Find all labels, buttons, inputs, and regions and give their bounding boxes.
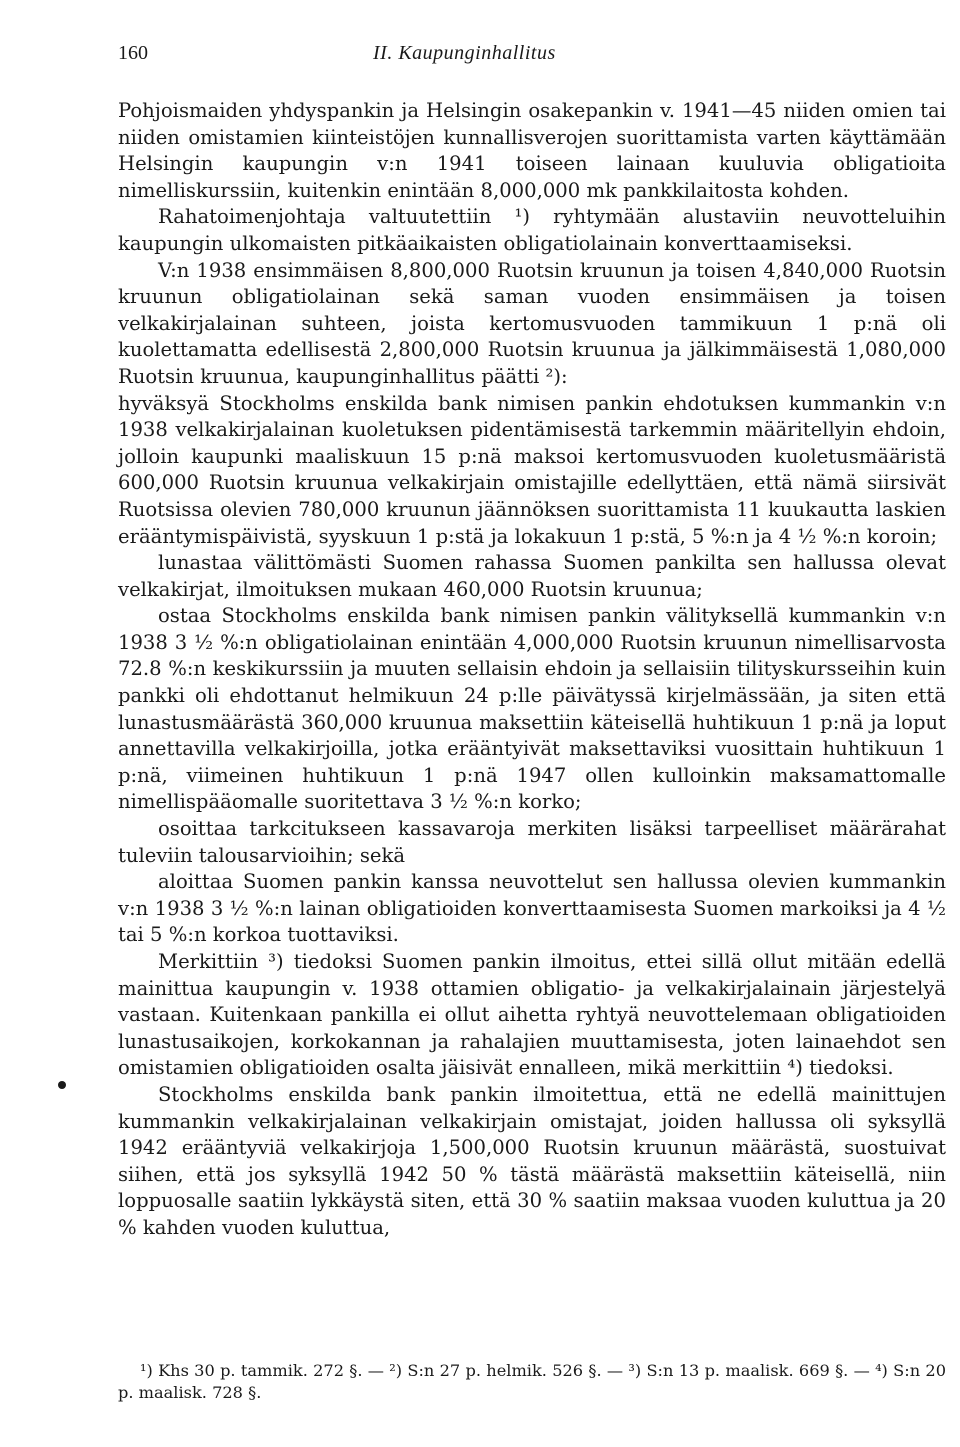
- paragraph-lainat-1938: V:n 1938 ensimmäisen 8,800,000 Ruotsin kruunun ja toisen 4,840,000 Ruotsin kruunun obligatiolainan sekä saman vuoden ensimmäisen ja toisen velkakirjalainan suhteen, joista kertomusvuoden tammikuun 1 p:nä oli kuolettamatta edellisestä 2,800,000 Ruotsin kruunua ja jälkimmäisestä 1,080,000 Ruotsin kruunua, kaupunginhallitus päätti ²):: [118, 258, 946, 388]
- paragraph-lunastaa: lunastaa välittömästi Suomen rahassa Suomen pankilta sen hallussa olevat velkakirjat, ilmoituksen mukaan 460,000 Ruotsin kruunua;: [118, 551, 946, 601]
- paragraph-ostaa: ostaa Stockholms enskilda bank nimisen pankin välityksellä kummankin v:n 1938 3 ½ %:n obligatiolainan enintään 4,000,000 Ruotsin kruunun nimellisarvosta 72.8 %:n keskikurssiin ja muuten sellaisin ehdoin ja sellaisiin tilityskursseihin kuin pankki oli ehdottanut helmikuun 24 p:lle päivätyssä kirjelmässään, ja siten että lunastusmäärästä 360,000 kruunua maksettiin käteisellä huhtikuun 1 p:nä ja loput annettavilla velkakirjoilla, jotka erääntyivät maksettaviksi vuosittain huhtikuun 1 p:nä, viimeinen huhtikuun 1 p:nä 1947 ollen kulloinkin maksamattomalle nimellispääomalle suoritettava 3 ½ %:n korko;: [118, 604, 946, 814]
- paragraph-stockholms: Stockholms enskilda bank pankin ilmoitettua, että ne edellä mainittujen kummankin velkakirjalainan velkakirjain omistajat, joiden hallussa oli syksyllä 1942 erääntyviä velkakirjoja 1,500,000 Ruotsin kruunun määrästä, suostuivat siihen, että jos syksyllä 1942 50 % tästä määrästä maksettiin käteisellä, niin loppuosalle saatiin lykkäystä siten, että 30 % saatiin maksaa vuoden kuluttua ja 20 % kahden vuoden kuluttua,: [118, 1082, 946, 1239]
- body-text: [118, 98, 946, 1242]
- paragraph-aloittaa: aloittaa Suomen pankin kanssa neuvottelut sen hallussa olevien kummankin v:n 1938 3 ½ %:n lainan obligatioiden konverttaamisesta Suomen markoiksi ja 4 ½ tai 5 %:n korkoa tuottaviksi.: [118, 870, 946, 947]
- paragraph-continuation: Pohjoismaiden yhdyspankin ja Helsingin osakepankin v. 1941—45 niiden omien tai niiden omistamien kiinteistöjen kunnallisverojen suorittamista varten käyttämään Helsingin kaupungin v:n 1941 toiseen lainaan kuuluvia obligatioita nimelliskurssiin, kuitenkin enintään 8,000,000 mk pankkilaitosta kohden.: [118, 99, 946, 202]
- paragraph-hyvaksya: hyväksyä Stockholms enskilda bank nimisen pankin ehdotuksen kummankin v:n 1938 velkakirjalainan kuoletuksen pidentämisestä tarkemmin määritellyin ehdoin, jolloin kaupunki maaliskuun 15 p:nä maksoi kertomusvuoden kuoletusmääristä 600,000 Ruotsin kruunua velkakirjain omistajille edellyttäen, että nämä siirsivät Ruotsissa olevien 780,000 kruunun jäännöksen suorittamista 11 kuukautta laskien erääntymispäivistä, syyskuun 1 p:stä ja lokakuun 1 p:stä, 5 %:n ja 4 ½ %:n koroin;: [118, 391, 946, 548]
- running-title: II. Kaupunginhallitus: [373, 42, 556, 64]
- page-number: 160: [118, 42, 148, 64]
- footnotes: [118, 1360, 946, 1404]
- page-header: [118, 40, 946, 70]
- margin-mark: [58, 1081, 66, 1089]
- footnote-divider: [118, 1350, 946, 1351]
- paragraph-osoittaa: osoittaa tarkcitukseen kassavaroja merkiten lisäksi tarpeelliset määrärahat tuleviin talousarvioihin; sekä: [118, 817, 946, 867]
- paragraph-merkittiin: Merkittiin ³) tiedoksi Suomen pankin ilmoitus, ettei sillä ollut mitään edellä mainittua kaupungin v. 1938 ottamien obligatio- ja velkakirjalainain järjestelyä vastaan. Kuitenkaan pankilla ei ollut aihetta ryhtyä neuvottelemaan obligatioiden lunastusaikojen, korkokannan ja rahalajien muuttamisesta, joten lainaehdot sen omistamien obligatioiden osalta jäisivät ennalleen, mikä merkittiin ⁴) tiedoksi.: [118, 950, 946, 1080]
- footnote-line: ¹) Khs 30 p. tammik. 272 §. — ²) S:n 27 p. helmik. 526 §. — ³) S:n 13 p. maalisk. 669 §. — ⁴) S:n 20 p. maalisk. 728 §.: [118, 1361, 946, 1402]
- paragraph-rahatoimenjohtaja: Rahatoimenjohtaja valtuutettiin ¹) ryhtymään alustaviin neuvotteluihin kaupungin ulkomaisten pitkäaikaisten obligatiolainain konverttaamiseksi.: [118, 205, 946, 255]
